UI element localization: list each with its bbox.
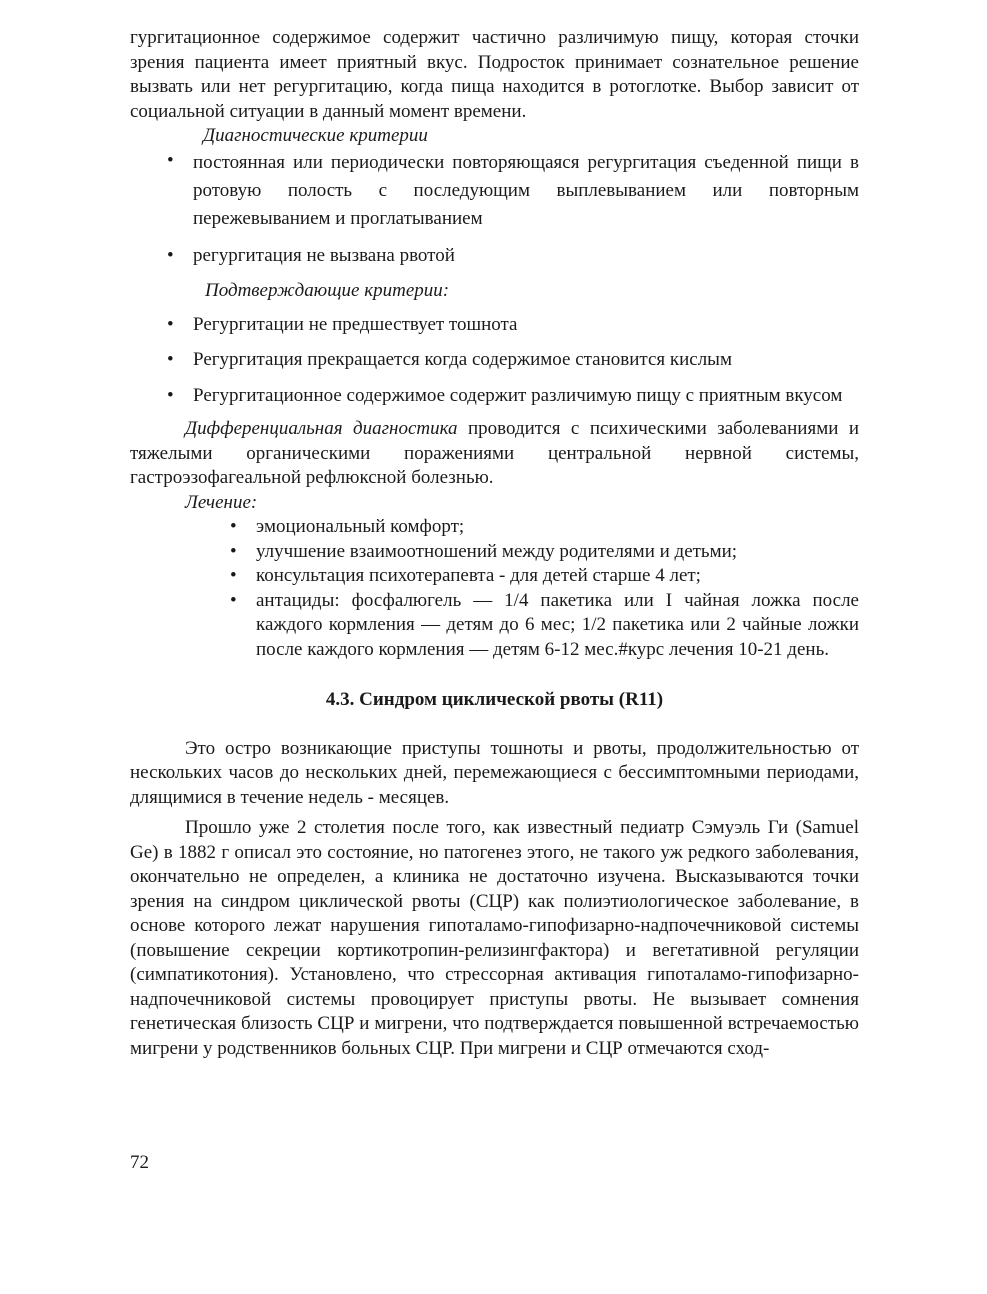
list-item: • Регургитация прекращается когда содержимое становится кислым <box>193 348 859 373</box>
bullet-icon: • <box>230 516 237 537</box>
page-number: 72 <box>130 1152 149 1173</box>
list-item: • регургитация не вызвана рвотой <box>193 244 859 269</box>
bullet-icon: • <box>230 540 237 562</box>
list-item: • эмоциональный комфорт; <box>256 515 859 540</box>
bullet-icon: • <box>167 244 174 266</box>
list-item: • Регургитационное содержимое содержит различимую пищу с приятным вкусом <box>193 384 859 409</box>
bullet-icon: • <box>167 384 174 406</box>
intro-paragraph: гургитационное содержимое содержит частично различимую пищу, которая сточки зрения пациента имеет приятный вкус. Подросток принимает сознательное решение вызвать или нет регургитацию, когда пища находится в ротоглотке. Выбор зависит от социальной ситуации в данный момент времени. <box>130 27 859 122</box>
treatment-list <box>130 515 859 662</box>
list-item: • постоянная или периодически повторяющаяся регургитация съеденной пищи в ротовую полость с последующим выплевыванием или повторным пережевыванием и проглатыванием <box>167 149 859 229</box>
section-paragraph-1: Это остро возникающие приступы тошноты и рвоты, продолжительностью от нескольких часов до нескольких дней, перемежающиеся с бессимптомными периодами, длящимися в течение недель - месяцев. <box>130 737 859 808</box>
differential-paragraph: Дифференциальная диагностика проводится с психическими заболеваниями и тяжелыми органическими поражениями центральной нервной системы, гастроэзофагеальной рефлюксной болезнью. <box>130 418 860 488</box>
treatment-heading: Лечение: <box>185 491 258 513</box>
list-item: • Регургитации не предшествует тошнота <box>193 313 859 338</box>
bullet-icon: • <box>167 149 174 171</box>
diagnostic-criteria-heading: Диагностические критерии <box>203 125 428 146</box>
supporting-criteria-heading: Подтверждающие критерии: <box>205 280 450 301</box>
list-item: • антациды: фосфалюгель — 1/4 пакетика или I чайная ложка после каждого кормления — детям до 6 мес; 1/2 пакетика или 2 чайные ложки после каждого кормления — детям 6-12 мес.#курс лечения 10-21 день. <box>230 589 859 660</box>
bullet-icon: • <box>167 349 174 370</box>
list-item: • улучшение взаимоотношений между родителями и детьми; <box>256 540 859 565</box>
section-paragraph-2: Прошло уже 2 столетия после того, как известный педиатр Сэмуэль Ги (Samuel Ge) в 1882 г описал это состояние, но патогенез этого, не такого уж редкого заболевания, окончательно не определен, а клиника не достаточно изучена. Высказываются точки зрения на синдром циклической рвоты (СЦР) как полиэтиологическое заболевание, в основе которого лежат нарушения гипоталамо-гипофизарно-надпочечниковой системы (повышение секреции кортикотропин-релизингфактора) и вегетативной регуляции (симпатикотония). Установлено, что стрессорная активация гипоталамо-гипофизарно-надпочечниковой системы провоцирует приступы рвоты. Не вызывает сомнения генетическая близость СЦР и мигрени, что подтверждается повышенной встречаемостью мигрени у родственников больных СЦР. При мигрени и СЦР отмечаются сход- <box>130 817 859 1059</box>
bullet-icon: • <box>230 565 237 586</box>
section-heading: 4.3. Синдром циклической рвоты (R11) <box>325 689 664 710</box>
supporting-criteria-list <box>130 313 859 409</box>
bullet-icon: • <box>230 589 237 611</box>
bullet-icon: • <box>167 313 174 335</box>
list-item: • консультация психотерапевта - для детей старше 4 лет; <box>256 564 859 589</box>
diagnostic-criteria-list <box>130 149 859 269</box>
differential-lead: Дифференциальная диагностика <box>185 418 458 439</box>
